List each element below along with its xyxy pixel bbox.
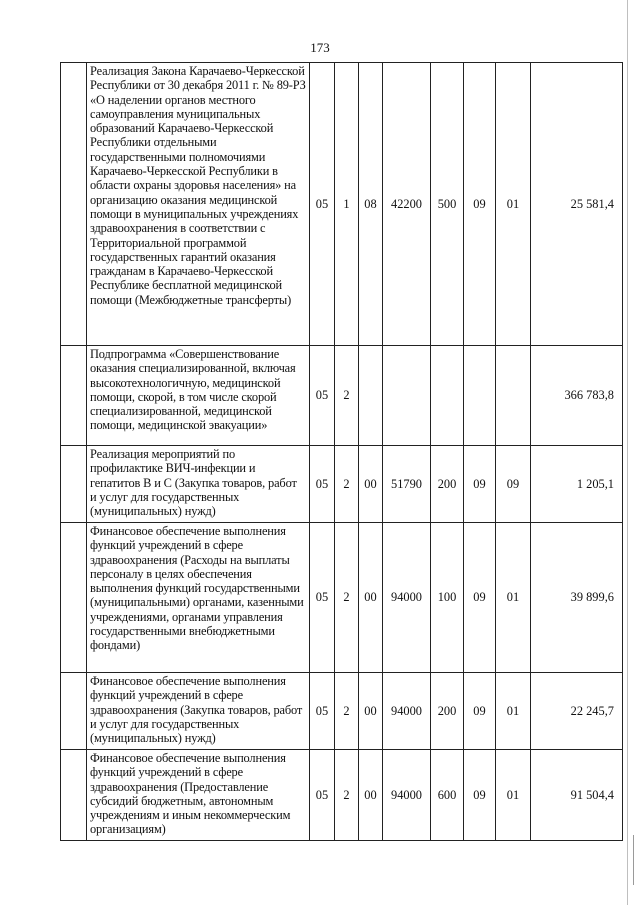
row-blank-cell — [61, 346, 87, 446]
row-subprogram: 1 — [335, 63, 359, 346]
row-blank-cell — [61, 750, 87, 841]
row-program: 05 — [310, 63, 335, 346]
row-subsection: 01 — [496, 63, 531, 346]
row-direction: 51790 — [383, 446, 431, 523]
row-subsection: 01 — [496, 673, 531, 750]
row-amount: 39 899,6 — [531, 523, 623, 673]
row-direction — [383, 346, 431, 446]
row-amount: 22 245,7 — [531, 673, 623, 750]
row-subsection: 01 — [496, 750, 531, 841]
row-expense-type: 200 — [431, 446, 464, 523]
row-main-event: 00 — [359, 523, 383, 673]
row-main-event: 08 — [359, 63, 383, 346]
row-main-event: 00 — [359, 673, 383, 750]
row-subprogram: 2 — [335, 346, 359, 446]
row-expense-type — [431, 346, 464, 446]
row-expense-type: 500 — [431, 63, 464, 346]
row-subprogram: 2 — [335, 673, 359, 750]
row-subprogram: 2 — [335, 750, 359, 841]
row-name: Финансовое обеспечение выполнения функций учреждений в сфере здравоохранения (Расходы на выплаты персоналу в целях обеспечения выполнения функций государственными (муниципальными) органами, казенными учреждениями, органами управления государственными внебюджетными фондами) — [87, 523, 310, 673]
row-section — [464, 346, 496, 446]
row-amount: 1 205,1 — [531, 446, 623, 523]
row-name: Реализация мероприятий по профилактике ВИЧ-инфекции и гепатитов В и С (Закупка товаров, работ и услуг для государственных (муниципальных) нужд) — [87, 446, 310, 523]
table-row — [61, 673, 623, 750]
row-direction: 94000 — [383, 673, 431, 750]
row-section: 09 — [464, 446, 496, 523]
table-row — [61, 63, 623, 346]
row-subsection — [496, 346, 531, 446]
row-expense-type: 200 — [431, 673, 464, 750]
row-direction: 42200 — [383, 63, 431, 346]
row-expense-type: 100 — [431, 523, 464, 673]
row-name: Финансовое обеспечение выполнения функций учреждений в сфере здравоохранения (Предоставление субсидий бюджетным, автономным учреждениям и иным некоммерческим организациям) — [87, 750, 310, 841]
row-program: 05 — [310, 750, 335, 841]
row-name: Финансовое обеспечение выполнения функций учреждений в сфере здравоохранения (Закупка товаров, работ и услуг для государственных (муниципальных) нужд) — [87, 673, 310, 750]
row-section: 09 — [464, 750, 496, 841]
row-direction: 94000 — [383, 750, 431, 841]
row-program: 05 — [310, 673, 335, 750]
row-blank-cell — [61, 673, 87, 750]
row-main-event — [359, 346, 383, 446]
row-section: 09 — [464, 523, 496, 673]
row-subprogram: 2 — [335, 446, 359, 523]
scan-edge-line — [627, 0, 628, 905]
row-subprogram: 2 — [335, 523, 359, 673]
row-blank-cell — [61, 523, 87, 673]
page-number: 173 — [310, 40, 330, 55]
table-row — [61, 346, 623, 446]
row-main-event: 00 — [359, 750, 383, 841]
row-amount: 91 504,4 — [531, 750, 623, 841]
budget-table — [60, 62, 623, 841]
row-expense-type: 600 — [431, 750, 464, 841]
row-program: 05 — [310, 346, 335, 446]
row-blank-cell — [61, 63, 87, 346]
row-program: 05 — [310, 446, 335, 523]
scan-edge-mark — [633, 835, 634, 885]
row-amount: 25 581,4 — [531, 63, 623, 346]
table-row — [61, 750, 623, 841]
row-direction: 94000 — [383, 523, 431, 673]
table-row — [61, 523, 623, 673]
row-subsection: 09 — [496, 446, 531, 523]
row-program: 05 — [310, 523, 335, 673]
row-name: Подпрограмма «Совершенствование оказания специализированной, включая высокотехнологичную, медицинской помощи, скорой, в том числе скорой специализированной, медицинской помощи, медицинской эвакуации» — [87, 346, 310, 446]
table-row — [61, 446, 623, 523]
row-section: 09 — [464, 673, 496, 750]
row-amount: 366 783,8 — [531, 346, 623, 446]
row-name: Реализация Закона Карачаево-Черкесской Республики от 30 декабря 2011 г. № 89-РЗ «О наделении органов местного самоуправления муниципальных образований Карачаево-Черкесской Республики отдельными государственными полномочиями Карачаево-Черкесской Республики в области охраны здоровья населения» на организацию оказания медицинской помощи в муниципальных учреждениях здравоохранения в соответствии с Территориальной программой государственных гарантий оказания гражданам в Карачаево-Черкесской Республике бесплатной медицинской помощи (Межбюджетные трансферты) — [87, 63, 310, 346]
row-main-event: 00 — [359, 446, 383, 523]
row-subsection: 01 — [496, 523, 531, 673]
row-section: 09 — [464, 63, 496, 346]
row-blank-cell — [61, 446, 87, 523]
